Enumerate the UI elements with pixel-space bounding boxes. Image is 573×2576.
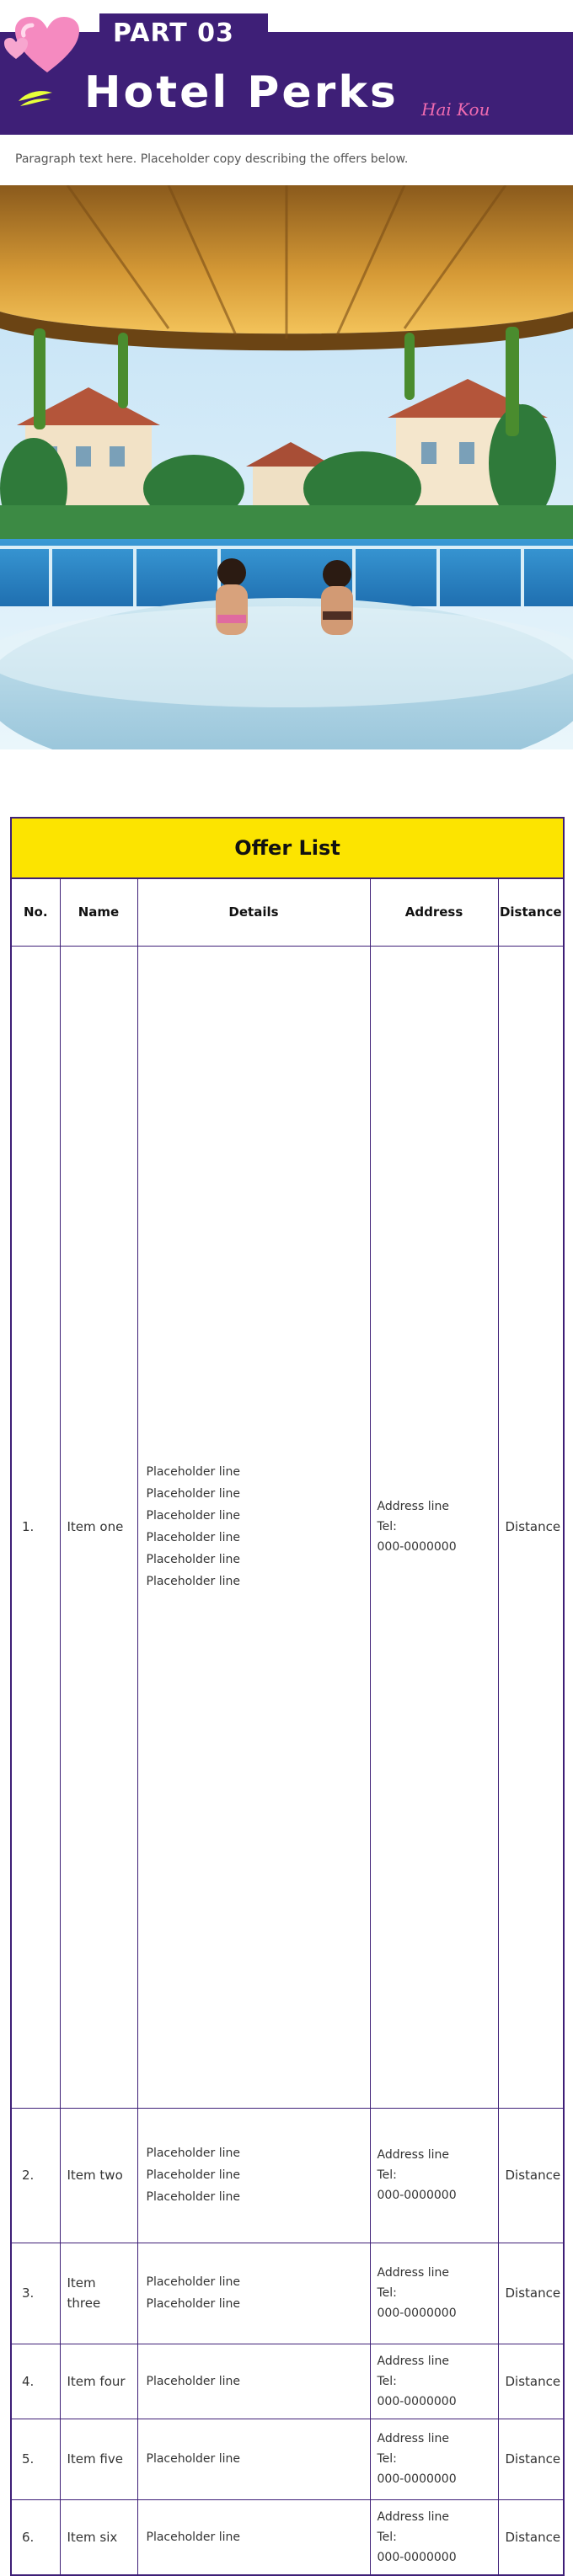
- phone-label: Tel:: [377, 1520, 397, 1533]
- hotel-phone: 000-0000000: [377, 2394, 457, 2408]
- offer-line: Placeholder line: [146, 2452, 241, 2466]
- address-phone: [370, 2344, 498, 2419]
- row-number: 6.: [11, 2499, 60, 2575]
- offers-table: [10, 817, 565, 2576]
- table-row: [11, 2344, 564, 2419]
- part-label: PART 03: [99, 13, 268, 54]
- hotel-address: Address line: [377, 1500, 449, 1513]
- offer-content: [137, 2499, 370, 2575]
- address-phone: [370, 2419, 498, 2499]
- table-row: [11, 2108, 564, 2243]
- address-phone: [370, 2499, 498, 2575]
- offer-content: [137, 2419, 370, 2499]
- row-number: 1.: [11, 946, 60, 2108]
- column-header-offers: Details: [137, 878, 370, 946]
- hotel-name: Item five: [60, 2419, 137, 2499]
- address-phone: [370, 946, 498, 2108]
- offer-line: Placeholder line: [146, 1531, 241, 1544]
- offer-line: Placeholder line: [146, 2168, 241, 2182]
- table-header-row: [11, 878, 564, 946]
- hotel-phone: 000-0000000: [377, 2307, 457, 2320]
- offer-line: Placeholder line: [146, 1575, 241, 1588]
- distance-value: Distance: [498, 2243, 564, 2344]
- hotel-name: Item six: [60, 2499, 137, 2575]
- offer-line: Placeholder line: [146, 2190, 241, 2204]
- table-title-row: [11, 818, 564, 878]
- intro-paragraph: Paragraph text here. Placeholder copy describing the offers below.: [15, 152, 409, 166]
- offer-content: [137, 2243, 370, 2344]
- table-row: [11, 2419, 564, 2499]
- table-row: [11, 2243, 564, 2344]
- leaf-icon: [17, 88, 54, 108]
- offer-line: Placeholder line: [146, 2374, 241, 2388]
- hotel-address: Address line: [377, 2432, 449, 2445]
- column-header-number: No.: [11, 878, 60, 946]
- row-number: 2.: [11, 2108, 60, 2243]
- offer-content: [137, 946, 370, 2108]
- hotel-name: Item four: [60, 2344, 137, 2419]
- hotel-address: Address line: [377, 2266, 449, 2280]
- distance-value: Distance: [498, 2499, 564, 2575]
- hotel-name: Item three: [60, 2243, 137, 2344]
- part-banner: [0, 0, 573, 135]
- column-header-address: Address: [370, 878, 498, 946]
- resort-pool-photo: [0, 185, 573, 749]
- hotel-phone: 000-0000000: [377, 2472, 457, 2486]
- address-phone: [370, 2243, 498, 2344]
- table-row: [11, 946, 564, 2108]
- distance-value: Distance: [498, 2344, 564, 2419]
- table-body: [11, 946, 564, 2575]
- column-header-name: Name: [60, 878, 137, 946]
- column-header-distance: Distance: [498, 878, 564, 946]
- table-row: [11, 2499, 564, 2575]
- offers-table-section: [0, 817, 573, 2576]
- offer-line: Placeholder line: [146, 2297, 241, 2311]
- offer-line: Placeholder line: [146, 1553, 241, 1566]
- distance-value: Distance: [498, 2419, 564, 2499]
- offer-line: Placeholder line: [146, 1509, 241, 1523]
- address-phone: [370, 2108, 498, 2243]
- small-heart-icon: [3, 37, 29, 61]
- distance-value: Distance: [498, 946, 564, 2108]
- row-number: 5.: [11, 2419, 60, 2499]
- script-city-tag: Hai Kou: [421, 99, 490, 120]
- hotel-name: Item two: [60, 2108, 137, 2243]
- phone-label: Tel:: [377, 2168, 397, 2182]
- offer-line: Placeholder line: [146, 1487, 241, 1501]
- distance-value: Distance: [498, 2108, 564, 2243]
- phone-label: Tel:: [377, 2452, 397, 2466]
- hotel-phone: 000-0000000: [377, 1540, 457, 1554]
- table-title: Offer List: [11, 818, 564, 878]
- offer-content: [137, 2344, 370, 2419]
- offer-line: Placeholder line: [146, 1465, 241, 1479]
- phone-label: Tel:: [377, 2374, 397, 2388]
- phone-label: Tel:: [377, 2286, 397, 2300]
- row-number: 3.: [11, 2243, 60, 2344]
- hotel-address: Address line: [377, 2354, 449, 2368]
- offer-line: Placeholder line: [146, 2530, 241, 2544]
- row-number: 4.: [11, 2344, 60, 2419]
- phone-label: Tel:: [377, 2530, 397, 2544]
- offer-content: [137, 2108, 370, 2243]
- offer-line: Placeholder line: [146, 2147, 241, 2160]
- page-title: Hotel Perks: [84, 67, 399, 118]
- offer-line: Placeholder line: [146, 2275, 241, 2289]
- hotel-name: Item one: [60, 946, 137, 2108]
- hotel-address: Address line: [377, 2509, 449, 2524]
- hotel-phone: 000-0000000: [377, 2550, 457, 2564]
- hotel-phone: 000-0000000: [377, 2189, 457, 2202]
- hotel-address: Address line: [377, 2148, 449, 2162]
